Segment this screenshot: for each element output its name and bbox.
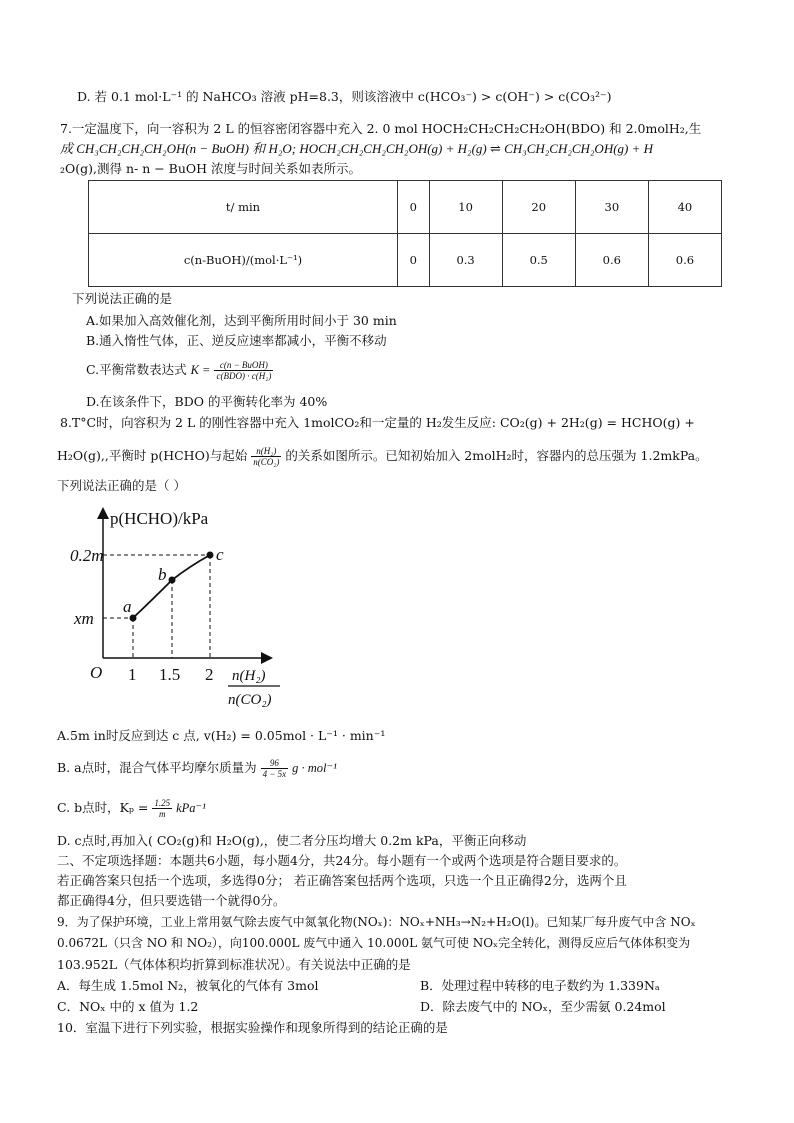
q8-ratio-fraction [251, 446, 281, 467]
q8-stem-line2-post: 的关系如图所示。已知初始加入 2molH₂时，容器内的总压强为 1.2mkPa。 [285, 448, 708, 463]
fraction-denominator: c(BDO) · c(H₂) [216, 371, 272, 381]
origin-label: O [90, 663, 103, 682]
q8-stem-line1: 8.T°C时，向容积为 2 L 的刚性容器中充入 1molCO₂和一定量的 H₂发生反应: CO₂(g) + 2H₂(g) = HCHO(g) + [60, 415, 695, 430]
table-cell: 40 [648, 181, 721, 234]
fraction-numerator: 1.25 [154, 798, 171, 808]
fraction-numerator: c(n − BuOH) [214, 360, 273, 371]
q8-stem-line2 [57, 446, 708, 467]
q6-option-d: D. 若 0.1 mol·L⁻¹ 的 NaHCO₃ 溶液 pH=8.3，则该溶液中 c(HCO₃⁻) > c(OH⁻) > c(CO₃²⁻) [77, 89, 612, 104]
table-cell: 0 [398, 181, 430, 234]
fraction-numerator: 96 [261, 758, 289, 769]
section2-line2: 若正确答案只包括一个选项，多选得0分； 若正确答案包括两个选项，只选一个且正确得2分，选两个且 [57, 873, 627, 888]
fraction-denominator: n(CO₂) [253, 457, 280, 467]
q8-option-b-fraction [261, 758, 289, 779]
q8-option-c-text: C. b点时，Kₚ = [57, 800, 149, 815]
q7-option-c-k: K = [190, 363, 211, 377]
table-cell: 30 [575, 181, 648, 234]
table-cell: 0.6 [648, 234, 721, 287]
q7-stem-line1: 7.一定温度下，向一容积为 2 L 的恒容密闭容器中充入 2. 0 mol HOCH₂CH₂CH₂CH₂OH(BDO) 和 2.0molH₂,生 [60, 121, 702, 136]
point-a-label: a [123, 597, 132, 616]
x-axis-label-denominator: n(CO₂) [228, 692, 272, 708]
table-cell: 0 [398, 234, 430, 287]
q8-stem-line2-pre: H₂O(g),,平衡时 p(HCHO)与起始 [57, 448, 248, 463]
table-cell: 20 [502, 181, 575, 234]
q9-option-d: D．除去废气中的 NOₓ，至少需氨 0.24mol [420, 999, 666, 1014]
table-cell: t/ min [89, 181, 398, 234]
q8-option-b-text: B. a点时，混合气体平均摩尔质量为 [57, 760, 257, 775]
q8-option-c-fraction [152, 798, 172, 819]
q8-option-c [57, 798, 206, 819]
q7-option-b: B.通入惰性气体，正、逆反应速率都减小，平衡不移动 [86, 333, 387, 348]
q8-option-d: D. c点时,再加入( CO₂(g)和 H₂O(g),，使二者分压均增大 0.2m kPa，平衡正向移动 [57, 833, 527, 848]
q8-option-b-unit: g · mol⁻¹ [292, 761, 337, 775]
fraction-denominator: 4 − 5x [262, 769, 287, 779]
table-cell: 0.5 [502, 234, 575, 287]
q9-stem-line1: 9．为了保护环境，工业上常用氨气除去废气中氮氧化物(NOₓ)：NOₓ+NH₃→N₂+H₂O(l)。已知某厂每升废气中含 NOₓ [57, 915, 696, 929]
table-row [89, 234, 722, 287]
q8-question: 下列说法正确的是（ ） [57, 478, 186, 493]
x-axis-label-numerator: n(H₂) [232, 668, 266, 684]
q7-table [88, 180, 722, 287]
xtick-2: 2 [205, 665, 214, 684]
q9-option-c: C．NOₓ 中的 x 值为 1.2 [57, 999, 199, 1014]
point-c-dot [207, 552, 214, 559]
q7-option-c [86, 360, 273, 381]
point-b-label: b [158, 565, 167, 584]
q9-option-a: A．每生成 1.5mol N₂，被氧化的气体有 3mol [57, 978, 319, 993]
fraction-denominator: m [158, 809, 166, 819]
q8-option-c-unit: kPa⁻¹ [176, 801, 206, 815]
q9-option-b: B．处理过程中转移的电子数约为 1.339Nₐ [420, 978, 660, 993]
q9-stem-line2: 0.0672L（只含 NO 和 NO₂），向100.000L 废气中通入 10.000L 氨气可使 NOₓ完全转化，测得反应后气体体积变为 [57, 936, 691, 950]
table-cell: c(n-BuOH)/(mol·L⁻¹) [89, 234, 398, 287]
table-row [89, 181, 722, 234]
point-b-dot [169, 577, 176, 584]
q7-stem-line2: 成 CH₃CH₂CH₂CH₂OH(n − BuOH) 和 H₂O; HOCH₂CH₂CH₂CH₂OH(g) + H₂(g) ⇌ CH₃CH₂CH₂CH₂OH(g) + H [60, 141, 654, 156]
q7-option-a: A.如果加入高效催化剂，达到平衡所用时间小于 30 min [86, 313, 397, 328]
table-cell: 10 [429, 181, 502, 234]
section2-line1: 二、不定项选择题：本题共6小题，每小题4分，共24分。每小题有一个或两个选项是符合题目要求的。 [57, 853, 627, 868]
section2-line3: 都正确得4分，但只要选错一个就得0分。 [57, 893, 286, 908]
q7-option-c-fraction [214, 360, 273, 381]
q10-stem: 10．室温下进行下列实验，根据实验操作和现象所得到的结论正确的是 [57, 1020, 448, 1035]
fraction-numerator: n(H₂) [251, 446, 281, 457]
ytick-low: xm [74, 609, 94, 628]
q8-option-b [57, 758, 337, 779]
y-axis-label: p(HCHO)/kPa [110, 509, 209, 528]
xtick-1-5: 1.5 [159, 665, 181, 684]
q7-option-c-text: C.平衡常数表达式 [86, 362, 187, 377]
table-cell: 0.6 [575, 234, 648, 287]
q7-stem-line3: ₂O(g),测得 n- n − BuOH 浓度与时间关系如表所示。 [60, 161, 362, 176]
table-cell: 0.3 [429, 234, 502, 287]
q9-stem-line3: 103.952L（气体体积均折算到标准状况）。有关说法中正确的是 [57, 957, 411, 972]
q8-chart [70, 502, 290, 718]
q8-option-a: A.5m in时反应到达 c 点, v(H₂) = 0.05mol · L⁻¹ · min⁻¹ [57, 728, 386, 743]
q7-question: 下列说法正确的是 [72, 291, 173, 306]
ytick-top: 0.2m [70, 546, 104, 565]
point-c-label: c [216, 545, 224, 564]
xtick-1: 1 [128, 665, 137, 684]
q7-option-d: D.在该条件下，BDO 的平衡转化率为 40% [86, 394, 328, 409]
